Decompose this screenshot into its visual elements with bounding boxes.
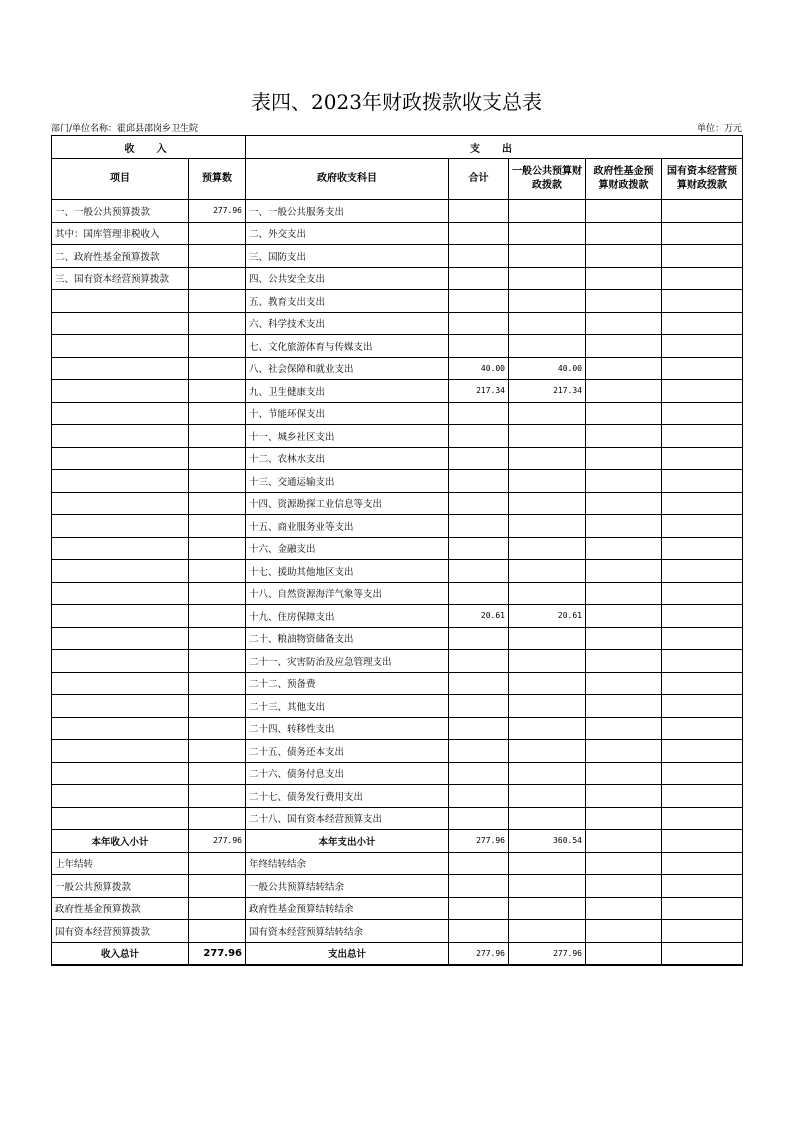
cell-total [449,582,509,605]
cell-general [509,245,586,268]
cell-exp: 年终结转结余 [246,852,449,875]
cell-fund [586,605,662,628]
header-expense: 支 出 [246,136,743,159]
cell-soe [662,380,743,403]
cell-amt [189,380,246,403]
cell-exp: 六、科学技术支出 [246,312,449,335]
cell-general: 277.96 [509,942,586,965]
cell-fund [586,357,662,380]
cell-total: 20.61 [449,605,509,628]
cell-amt [189,470,246,493]
cell-fund [586,807,662,830]
cell-general [509,470,586,493]
cell-total [449,447,509,470]
grand-total-row [52,942,743,965]
cell-exp: 二十七、债务发行费用支出 [246,785,449,808]
cell-exp: 二十三、其他支出 [246,695,449,718]
cell-total [449,785,509,808]
cell-fund [586,335,662,358]
cell-soe [662,740,743,763]
table-row [52,290,743,313]
cell-amt [189,537,246,560]
table-row [52,762,743,785]
cell-inc: 政府性基金预算拨款 [52,897,189,920]
cell-fund [586,717,662,740]
cell-general [509,425,586,448]
cell-soe [662,875,743,898]
cell-total [449,425,509,448]
cell-soe [662,852,743,875]
table-row [52,627,743,650]
cell-soe [662,290,743,313]
cell-general [509,920,586,943]
cell-total [449,852,509,875]
cell-general [509,740,586,763]
cell-exp: 七、文化旅游体育与传媒支出 [246,335,449,358]
cell-soe [662,200,743,223]
cell-soe [662,650,743,673]
carry-row [52,897,743,920]
cell-inc [52,380,189,403]
table-row [52,380,743,403]
carry-row [52,852,743,875]
cell-fund [586,290,662,313]
cell-inc: 一、一般公共预算拨款 [52,200,189,223]
cell-exp: 四、公共安全支出 [246,267,449,290]
cell-fund [586,312,662,335]
cell-inc [52,335,189,358]
cell-exp: 国有资本经营预算结转结余 [246,920,449,943]
table-row [52,267,743,290]
cell-amt [189,245,246,268]
cell-fund [586,222,662,245]
cell-inc: 本年收入小计 [52,830,189,853]
cell-soe [662,312,743,335]
cell-exp: 一般公共预算结转结余 [246,875,449,898]
col-header-total: 合计 [449,159,509,200]
cell-amt [189,852,246,875]
cell-amt [189,762,246,785]
cell-total [449,245,509,268]
cell-total: 277.96 [449,830,509,853]
cell-total [449,537,509,560]
cell-general: 360.54 [509,830,586,853]
cell-general [509,875,586,898]
cell-exp: 十一、城乡社区支出 [246,425,449,448]
cell-exp: 十七、援助其他地区支出 [246,560,449,583]
cell-amt [189,807,246,830]
cell-amt [189,627,246,650]
cell-amt [189,875,246,898]
cell-total [449,875,509,898]
cell-fund [586,200,662,223]
cell-fund [586,627,662,650]
cell-soe [662,830,743,853]
cell-soe [662,672,743,695]
cell-inc [52,447,189,470]
cell-fund [586,740,662,763]
cell-total [449,492,509,515]
cell-soe [662,605,743,628]
department-name: 部门/单位名称：霍邱县邵岗乡卫生院 [51,124,199,134]
cell-total [449,740,509,763]
cell-total: 40.00 [449,357,509,380]
cell-amt [189,785,246,808]
cell-total [449,897,509,920]
carry-row [52,875,743,898]
cell-exp: 本年支出小计 [246,830,449,853]
cell-inc [52,740,189,763]
table-row [52,537,743,560]
cell-amt [189,605,246,628]
table-row [52,807,743,830]
cell-fund [586,897,662,920]
cell-exp: 二十五、债务还本支出 [246,740,449,763]
table-row [52,425,743,448]
cell-exp: 九、卫生健康支出 [246,380,449,403]
cell-exp: 二十一、灾害防治及应急管理支出 [246,650,449,673]
cell-total [449,470,509,493]
cell-general [509,897,586,920]
cell-soe [662,582,743,605]
table-row [52,672,743,695]
cell-general [509,672,586,695]
cell-soe [662,942,743,965]
cell-general [509,537,586,560]
cell-inc [52,605,189,628]
cell-exp: 十、节能环保支出 [246,402,449,425]
cell-soe [662,267,743,290]
cell-inc [52,695,189,718]
cell-general [509,762,586,785]
cell-soe [662,357,743,380]
cell-total [449,650,509,673]
cell-total [449,560,509,583]
cell-exp: 十六、金融支出 [246,537,449,560]
col-header-soe: 国有资本经营预算财政拨款 [662,159,743,200]
cell-soe [662,515,743,538]
cell-inc [52,582,189,605]
table-row [52,582,743,605]
cell-soe [662,425,743,448]
cell-inc: 二、政府性基金预算拨款 [52,245,189,268]
cell-amt [189,717,246,740]
cell-fund [586,672,662,695]
cell-exp: 政府性基金预算结转结余 [246,897,449,920]
cell-total [449,402,509,425]
cell-fund [586,875,662,898]
cell-total [449,807,509,830]
cell-general [509,200,586,223]
cell-amt [189,492,246,515]
cell-exp: 十五、商业服务业等支出 [246,515,449,538]
cell-amt [189,740,246,763]
cell-soe [662,627,743,650]
cell-fund [586,560,662,583]
table-row [52,200,743,223]
cell-total: 277.96 [449,942,509,965]
cell-amt [189,402,246,425]
cell-fund [586,470,662,493]
cell-total [449,290,509,313]
cell-fund [586,582,662,605]
table-row [52,515,743,538]
cell-soe [662,492,743,515]
table-row [52,470,743,493]
cell-inc: 上年结转 [52,852,189,875]
cell-general [509,717,586,740]
cell-total [449,717,509,740]
cell-general [509,852,586,875]
cell-exp: 十四、资源勘探工业信息等支出 [246,492,449,515]
table-row [52,222,743,245]
cell-soe [662,470,743,493]
cell-inc [52,717,189,740]
table-row [52,357,743,380]
cell-fund [586,762,662,785]
col-header-general: 一般公共预算财政拨款 [509,159,586,200]
cell-exp: 支出总计 [246,942,449,965]
cell-amt [189,447,246,470]
cell-general [509,807,586,830]
cell-soe [662,785,743,808]
cell-total [449,762,509,785]
col-header-subject: 政府收支科目 [246,159,449,200]
cell-amt [189,425,246,448]
cell-amt: 277.96 [189,830,246,853]
cell-exp: 二十六、债务付息支出 [246,762,449,785]
cell-soe [662,897,743,920]
cell-inc: 三、国有资本经营预算拨款 [52,267,189,290]
cell-inc [52,515,189,538]
page-title: 表四、2023年财政拨款收支总表 [251,90,542,114]
cell-general [509,582,586,605]
table-row [52,740,743,763]
cell-amt [189,267,246,290]
cell-inc [52,470,189,493]
cell-fund [586,852,662,875]
cell-amt [189,357,246,380]
cell-soe [662,560,743,583]
table-row [52,335,743,358]
cell-exp: 十二、农林水支出 [246,447,449,470]
cell-fund [586,942,662,965]
cell-exp: 十三、交通运输支出 [246,470,449,493]
cell-general [509,515,586,538]
cell-fund [586,515,662,538]
cell-fund [586,492,662,515]
cell-total [449,515,509,538]
cell-soe [662,717,743,740]
cell-amt [189,335,246,358]
cell-fund [586,380,662,403]
col-header-fund: 政府性基金预算财政拨款 [586,159,662,200]
cell-fund [586,537,662,560]
cell-inc [52,672,189,695]
header-income: 收 入 [52,136,246,159]
cell-total [449,672,509,695]
cell-inc: 收入总计 [52,942,189,965]
cell-amt [189,920,246,943]
cell-inc [52,785,189,808]
cell-inc [52,627,189,650]
cell-fund [586,425,662,448]
cell-inc [52,312,189,335]
cell-fund [586,695,662,718]
cell-exp: 五、教育支出支出 [246,290,449,313]
cell-total [449,695,509,718]
cell-soe [662,447,743,470]
cell-exp: 二、外交支出 [246,222,449,245]
col-header-budget: 预算数 [189,159,246,200]
cell-exp: 十九、住房保障支出 [246,605,449,628]
cell-amt [189,312,246,335]
cell-total [449,627,509,650]
cell-general [509,312,586,335]
cell-inc [52,425,189,448]
cell-inc [52,290,189,313]
table-row [52,560,743,583]
cell-total [449,200,509,223]
cell-general [509,335,586,358]
cell-general: 40.00 [509,357,586,380]
cell-exp: 十八、自然资源海洋气象等支出 [246,582,449,605]
carry-row [52,920,743,943]
cell-fund [586,267,662,290]
cell-soe [662,762,743,785]
cell-general [509,447,586,470]
header-row-1 [52,136,743,159]
table-row [52,717,743,740]
cell-inc [52,560,189,583]
table-row [52,245,743,268]
cell-total [449,312,509,335]
cell-general: 20.61 [509,605,586,628]
cell-inc: 其中：国库管理非税收入 [52,222,189,245]
cell-fund [586,785,662,808]
cell-amt [189,650,246,673]
cell-amt [189,695,246,718]
cell-general [509,290,586,313]
cell-inc [52,492,189,515]
cell-general [509,627,586,650]
cell-general [509,650,586,673]
cell-soe [662,245,743,268]
cell-exp: 三、国防支出 [246,245,449,268]
unit-label: 单位：万元 [696,124,742,134]
cell-general [509,267,586,290]
cell-fund [586,402,662,425]
cell-soe [662,402,743,425]
cell-inc [52,357,189,380]
cell-total: 217.34 [449,380,509,403]
cell-inc [52,537,189,560]
cell-amt: 277.96 [189,200,246,223]
cell-amt: 277.96 [189,942,246,965]
cell-general [509,560,586,583]
table-row [52,447,743,470]
cell-soe [662,222,743,245]
cell-total [449,267,509,290]
table-row [52,605,743,628]
cell-exp: 二十二、预备费 [246,672,449,695]
cell-fund [586,830,662,853]
subtotal-row [52,830,743,853]
cell-general [509,492,586,515]
cell-inc [52,807,189,830]
cell-total [449,222,509,245]
cell-total [449,920,509,943]
cell-inc: 一般公共预算拨款 [52,875,189,898]
cell-general [509,222,586,245]
cell-amt [189,582,246,605]
cell-amt [189,560,246,583]
cell-amt [189,672,246,695]
cell-soe [662,920,743,943]
cell-amt [189,897,246,920]
cell-amt [189,515,246,538]
cell-inc [52,402,189,425]
cell-exp: 八、社会保障和就业支出 [246,357,449,380]
cell-fund [586,447,662,470]
cell-fund [586,650,662,673]
cell-general [509,785,586,808]
table-row [52,650,743,673]
cell-general [509,402,586,425]
cell-exp: 二十、粮油物资储备支出 [246,627,449,650]
cell-general [509,695,586,718]
cell-soe [662,537,743,560]
cell-exp: 一、一般公共服务支出 [246,200,449,223]
header-row-2 [52,159,743,200]
cell-inc: 国有资本经营预算拨款 [52,920,189,943]
budget-table [51,135,743,966]
cell-exp: 二十八、国有资本经营预算支出 [246,807,449,830]
table-row [52,785,743,808]
cell-fund [586,920,662,943]
cell-exp: 二十四、转移性支出 [246,717,449,740]
col-header-item: 项目 [52,159,189,200]
table-row [52,492,743,515]
cell-inc [52,650,189,673]
cell-soe [662,335,743,358]
cell-inc [52,762,189,785]
cell-general: 217.34 [509,380,586,403]
cell-soe [662,695,743,718]
cell-amt [189,290,246,313]
cell-soe [662,807,743,830]
table-row [52,695,743,718]
cell-total [449,335,509,358]
cell-fund [586,245,662,268]
table-row [52,312,743,335]
cell-amt [189,222,246,245]
table-row [52,402,743,425]
